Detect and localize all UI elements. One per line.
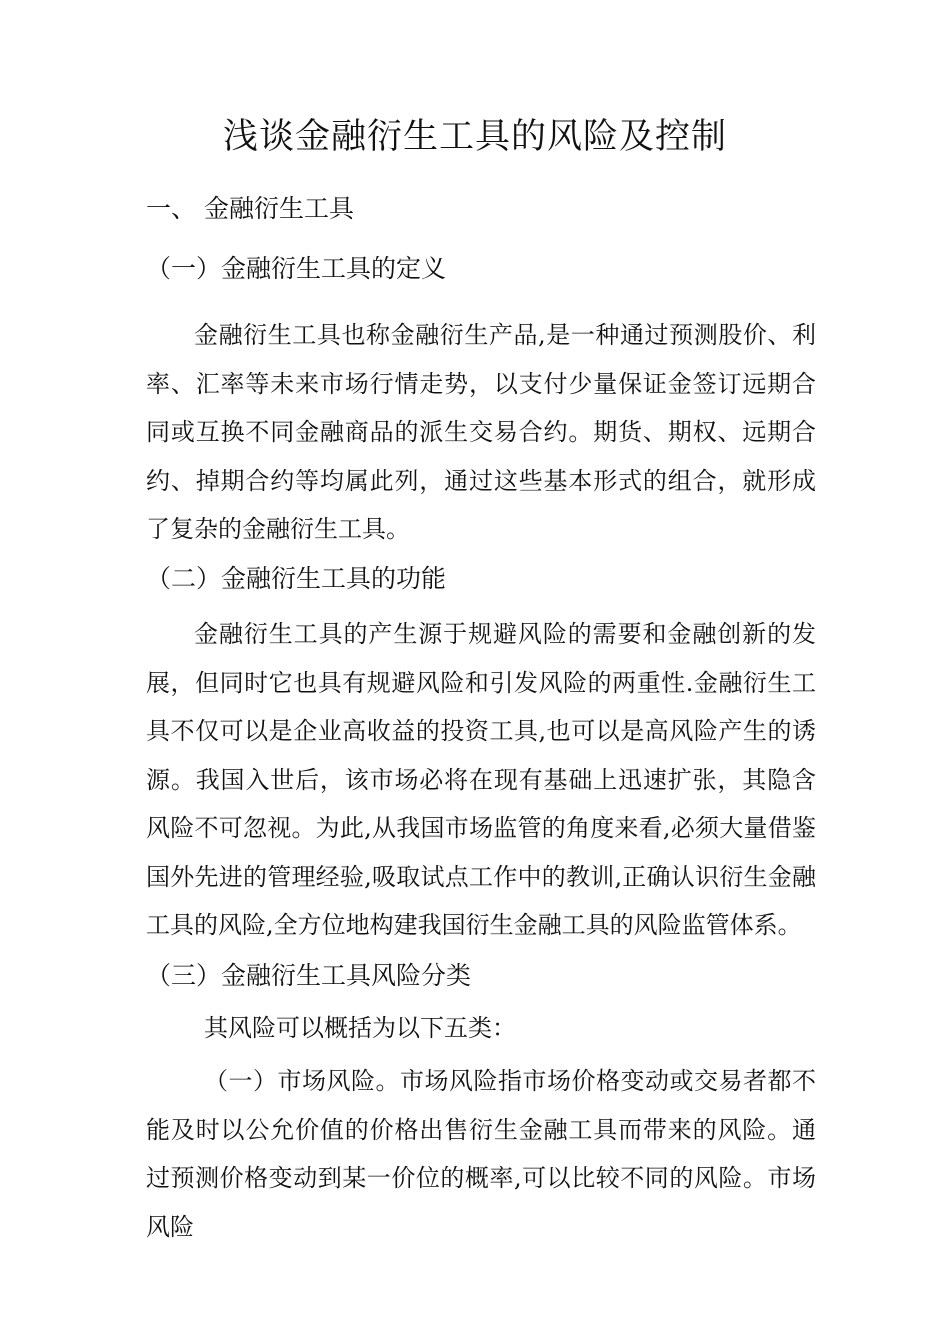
subsection-heading-risk-categories: （三）金融衍生工具风险分类 bbox=[146, 961, 472, 990]
paragraph-market-risk: （一）市场风险。市场风险指市场价格变动或交易者都不能及时以公允价值的价格出售衍生金融工具而带来的风险。通过预测价格变动到某一价位的概率,可以比较不同的风险。市场风险 bbox=[146, 1067, 816, 1241]
document-title: 浅谈金融衍生工具的风险及控制 bbox=[222, 117, 727, 157]
subsection-heading-definition: （一）金融衍生工具的定义 bbox=[146, 254, 447, 283]
subsection-heading-function: （二）金融衍生工具的功能 bbox=[146, 564, 447, 593]
section-heading-1: 一、 金融衍生工具 bbox=[146, 194, 354, 223]
paragraph-definition: 金融衍生工具也称金融衍生产品,是一种通过预测股价、利率、汇率等未来市场行情走势，以支付少量保证金签订远期合同或互换不同金融商品的派生交易合约。期货、期权、远期合约、掉期合约等均属此列，通过这些基本形式的组合，就形成了复杂的金融衍生工具。 bbox=[146, 321, 816, 543]
paragraph-function: 金融衍生工具的产生源于规避风险的需要和金融创新的发展，但同时它也具有规避风险和引发风险的两重性.金融衍生工具不仅可以是企业高收益的投资工具,也可以是高风险产生的诱源。我国入世后，该市场必将在现有基础上迅速扩张，其隐含风险不可忽视。为此,从我国市场监管的角度来看,必须大量借鉴国外先进的管理经验,吸取试点工作中的教训,正确认识衍生金融工具的风险,全方位地构建我国衍生金融工具的风险监管体系。 bbox=[146, 620, 816, 939]
paragraph-risk-intro: 其风险可以概括为以下五类： bbox=[204, 1014, 516, 1042]
